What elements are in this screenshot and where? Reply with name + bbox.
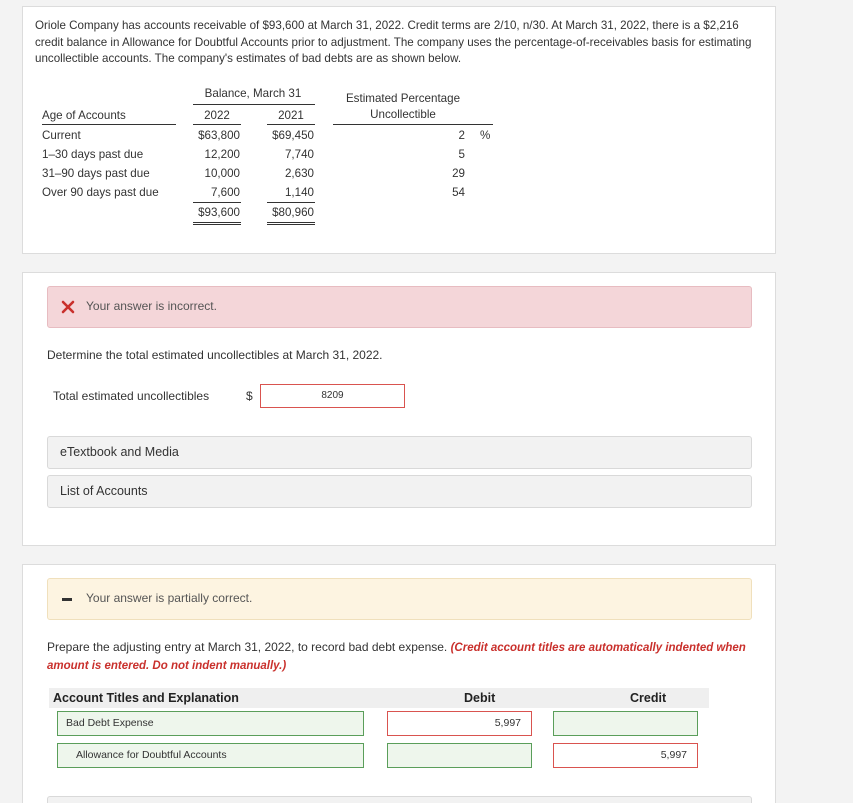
y2022-cell: 12,200	[204, 148, 240, 161]
y2022-cell: 10,000	[204, 167, 240, 180]
debit-header: Debit	[464, 691, 496, 705]
problem-text: Oriole Company has accounts receivable of $93,600 at March 31, 2022. Credit terms are 2/10, n/30. At March 31, 2022, there is a $2,216 credit balance in Allowance for Doubtful Accounts prior to adjustment. The company uses the percentage-of-receivables basis for estimating uncollectible accounts. The company's estimates of bad debts are as shown below.	[35, 19, 752, 65]
dash-icon	[62, 598, 72, 601]
total-double-underline-2021	[267, 222, 315, 225]
y2022-cell: $63,800	[198, 129, 240, 142]
partial-status-text: Your answer is partially correct.	[86, 591, 253, 605]
pct-header-line1: Estimated Percentage	[345, 92, 461, 105]
total-double-underline-2022	[193, 222, 241, 225]
credit-header: Credit	[630, 691, 667, 705]
pct-symbol: %	[480, 129, 491, 142]
balance-header-underline	[193, 104, 315, 105]
credit-input[interactable]	[553, 711, 698, 736]
total-2022: $93,600	[198, 206, 240, 219]
part1-question: Determine the total estimated uncollectibles at March 31, 2022.	[47, 348, 383, 362]
age-cell: Current	[42, 129, 81, 142]
etextbook-button[interactable]: eTextbook and Media	[47, 436, 752, 469]
incorrect-status-text: Your answer is incorrect.	[86, 299, 217, 313]
total-2021: $80,960	[272, 206, 314, 219]
age-cell: Over 90 days past due	[42, 186, 159, 199]
year-2022-underline	[193, 124, 241, 125]
debit-input[interactable]: 5,997	[387, 711, 532, 736]
year-2021-underline	[267, 124, 315, 125]
next-section-bar	[47, 796, 752, 803]
credit-input[interactable]: 5,997	[553, 743, 698, 768]
y2022-cell: 7,600	[210, 186, 240, 199]
subtotal-underline-2021	[267, 202, 315, 203]
total-uncollectibles-input[interactable]: 8209	[260, 384, 405, 408]
year-2022-header: 2022	[204, 109, 230, 122]
journal-header-row	[49, 688, 709, 708]
incorrect-banner	[47, 286, 752, 328]
year-2021-header: 2021	[278, 109, 304, 122]
partial-banner	[47, 578, 752, 620]
account-title-input[interactable]: Bad Debt Expense	[57, 711, 364, 736]
total-uncollectibles-label: Total estimated uncollectibles	[53, 389, 210, 403]
currency-symbol: $	[246, 389, 253, 403]
age-header: Age of Accounts	[42, 109, 126, 122]
part2-card	[22, 564, 776, 803]
age-header-underline	[42, 124, 176, 125]
account-title-input[interactable]: Allowance for Doubtful Accounts	[57, 743, 364, 768]
pct-cell: 54	[452, 186, 465, 199]
y2021-cell: 1,140	[284, 186, 314, 199]
problem-card	[22, 6, 776, 254]
pct-cell: 5	[458, 148, 465, 161]
balance-header: Balance, March 31	[204, 87, 302, 100]
part2-question-text: Prepare the adjusting entry at March 31, 2022, to record bad debt expense.	[47, 640, 451, 654]
pct-header-underline	[333, 124, 493, 125]
pct-header-line2: Uncollectible	[370, 108, 436, 121]
account-titles-header: Account Titles and Explanation	[53, 691, 239, 705]
y2021-cell: 7,740	[284, 148, 314, 161]
debit-input[interactable]	[387, 743, 532, 768]
y2021-cell: 2,630	[284, 167, 314, 180]
x-icon	[61, 300, 75, 314]
age-cell: 31–90 days past due	[42, 167, 150, 180]
part2-question	[47, 639, 757, 675]
y2021-cell: $69,450	[272, 129, 314, 142]
age-cell: 1–30 days past due	[42, 148, 144, 161]
subtotal-underline-2022	[193, 202, 241, 203]
list-of-accounts-button[interactable]: List of Accounts	[47, 475, 752, 508]
part2-question-note: (Credit account titles are automatically indented when amount is entered. Do not indent manually.)	[47, 642, 746, 672]
pct-cell: 2	[458, 129, 465, 142]
pct-cell: 29	[452, 167, 465, 180]
part1-card	[22, 272, 776, 546]
